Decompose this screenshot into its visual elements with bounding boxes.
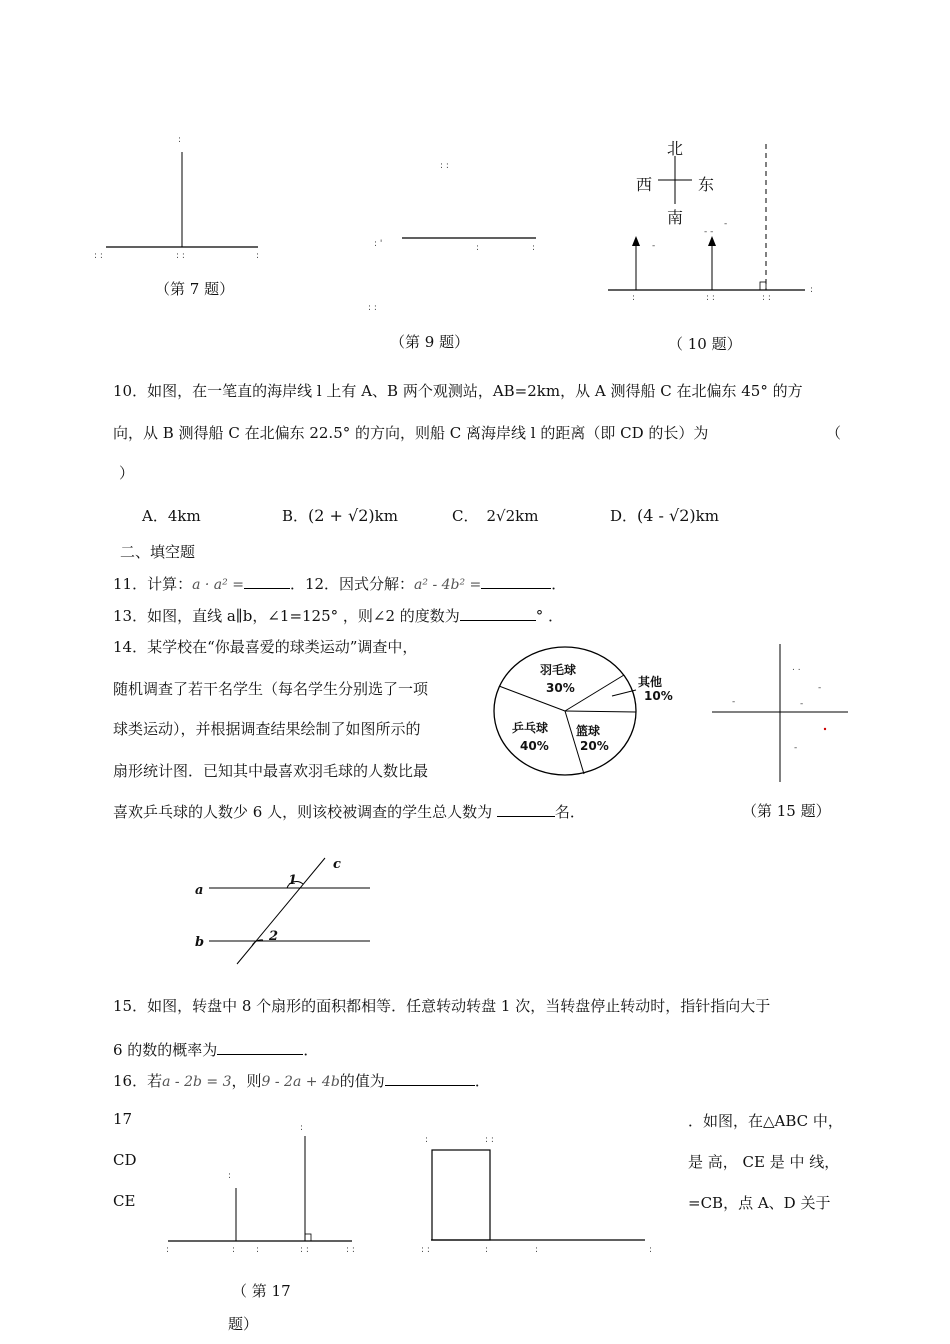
pie-label-other-pct: 10% <box>644 689 673 703</box>
caption-q15: （第 15 题） <box>742 802 831 820</box>
pie-label-badminton-name: 羽毛球 <box>540 663 577 677</box>
q17-cd: CD <box>113 1151 137 1169</box>
figure-q7 <box>90 130 270 270</box>
q17-right-line2: 是 高， CE 是 中 线， <box>688 1153 840 1171</box>
svg-text::: : <box>485 1245 489 1255</box>
svg-text::: : <box>256 251 260 261</box>
svg-text::: : <box>532 243 536 253</box>
q17-number: 17 <box>113 1110 133 1128</box>
figure-q9 <box>368 150 548 320</box>
pie-label-other-name: 其他 <box>638 675 663 689</box>
figure-q17-left <box>160 1120 360 1260</box>
caption-q9: （第 9 题） <box>390 333 470 351</box>
caption-q7: （第 7 题） <box>155 280 235 298</box>
svg-text:-: - <box>732 697 736 707</box>
pie-label-pingpong-pct: 40% <box>520 739 549 753</box>
compass-south: 南 <box>667 208 684 227</box>
q10-option-d: D．(4 - √2)km <box>610 506 719 525</box>
svg-text::: : <box>228 1171 232 1181</box>
q14-line3: 球类运动），并根据调查结果绘制了如图所示的 <box>113 720 421 738</box>
figure-q15 <box>708 640 853 785</box>
compass-west: 西 <box>636 175 653 194</box>
q10-line2: 向，从 B 测得船 C 在北偏东 22.5° 的方向，则船 C 离海岸线 l 的距离（即 CD 的长）为 <box>113 424 709 442</box>
q17-right-line3: =CB，点 A、D 关于 <box>688 1194 831 1212</box>
svg-text:b: b <box>195 935 205 950</box>
caption-q10: （ 10 题） <box>668 335 742 353</box>
svg-text:: :: : : <box>440 161 449 171</box>
q10-paren-open: （ <box>826 424 842 442</box>
q14-line1: 14．某学校在“你最喜爱的球类运动”调查中， <box>113 638 418 656</box>
svg-text::: : <box>232 1245 236 1255</box>
svg-text:: :: : : <box>94 251 103 261</box>
q10-paren-close: ） <box>119 464 135 482</box>
q15-line2: 6 的数的概率为 ． <box>113 1041 319 1059</box>
svg-text::: : <box>166 1245 170 1255</box>
svg-text:- -: - - <box>704 227 714 237</box>
q10-option-b: B．(2 + √2)km <box>282 506 398 525</box>
svg-text:-: - <box>652 241 656 251</box>
svg-text:-: - <box>724 219 728 229</box>
svg-text::: : <box>649 1245 653 1255</box>
svg-text:. .: . . <box>792 663 801 673</box>
q17-right-line1: ．如图，在△ABC 中， <box>688 1112 843 1130</box>
svg-text::: : <box>632 293 636 303</box>
q16: 16．若a - 2b = 3，则9 - 2a + 4b的值为 ． <box>113 1072 490 1090</box>
compass-east: 东 <box>698 175 715 194</box>
q10-option-c: C． 2√2km <box>452 507 539 525</box>
svg-text::: : <box>300 1123 304 1133</box>
q14-line4: 扇形统计图．已知其中最喜欢羽毛球的人数比最 <box>113 762 429 780</box>
svg-text:c: c <box>333 857 341 872</box>
pie-chart <box>494 640 684 780</box>
q13: 13．如图，直线 a∥b，∠1=125° ，则∠2 的度数为 ° ． <box>113 607 564 625</box>
q11: 11．计算：a · a² = ．12．因式分解：a² - 4b² = ． <box>113 575 567 593</box>
svg-text::: : <box>256 1245 260 1255</box>
svg-text:a: a <box>195 883 204 898</box>
svg-text::: : <box>810 285 814 295</box>
svg-text::: : <box>535 1245 539 1255</box>
svg-text:-: - <box>794 743 798 753</box>
svg-text::: : <box>476 243 480 253</box>
q10-option-a: A．4km <box>142 507 201 525</box>
svg-text:: :: : : <box>762 293 771 303</box>
svg-text:: :: : : <box>300 1245 309 1255</box>
figure-q10 <box>600 130 830 310</box>
pie-label-badminton-pct: 30% <box>546 681 575 695</box>
svg-text:: :: : : <box>368 303 377 313</box>
line-c <box>237 858 325 964</box>
svg-text:: :: : : <box>706 293 715 303</box>
pie-label-basketball-name: 篮球 <box>576 724 601 738</box>
caption-q17-b: 题） <box>228 1315 259 1333</box>
q15-line1: 15．如图，转盘中 8 个扇形的面积都相等．任意转动转盘 1 次，当转盘停止转动时，指针指向大于 <box>113 997 771 1015</box>
figure-q13 <box>195 854 385 969</box>
q14-line2: 随机调查了若干名学生（每名学生分别选了一项 <box>113 680 429 698</box>
svg-text:: :: : : <box>176 251 185 261</box>
caption-q17-a: （ 第 17 <box>232 1282 291 1300</box>
pie-label-basketball-pct: 20% <box>580 739 609 753</box>
svg-text:: ': : ' <box>374 239 383 249</box>
figure-q17-right <box>405 1130 665 1260</box>
svg-text:2: 2 <box>269 929 279 944</box>
section-title-fill-in: 二、填空题 <box>120 543 196 561</box>
svg-text:-: - <box>818 683 822 693</box>
pie-label-pingpong-name: 乒乓球 <box>512 721 549 735</box>
svg-text::: : <box>178 135 182 145</box>
svg-text:-: - <box>800 699 804 709</box>
svg-text:: :: : : <box>485 1135 494 1145</box>
q17-ce: CE <box>113 1192 136 1210</box>
compass-north: 北 <box>667 139 684 158</box>
svg-text:1: 1 <box>288 873 298 888</box>
svg-text:: :: : : <box>346 1245 355 1255</box>
q14-line5: 喜欢乒乓球的人数少 6 人，则该校被调查的学生总人数为 名． <box>113 803 585 821</box>
svg-text::: : <box>425 1135 429 1145</box>
svg-text:: :: : : <box>421 1245 430 1255</box>
q10-line1: 10．如图，在一笔直的海岸线 l 上有 A、B 两个观测站，AB=2km，从 A 测得船 C 在北偏东 45° 的方 <box>113 382 803 400</box>
